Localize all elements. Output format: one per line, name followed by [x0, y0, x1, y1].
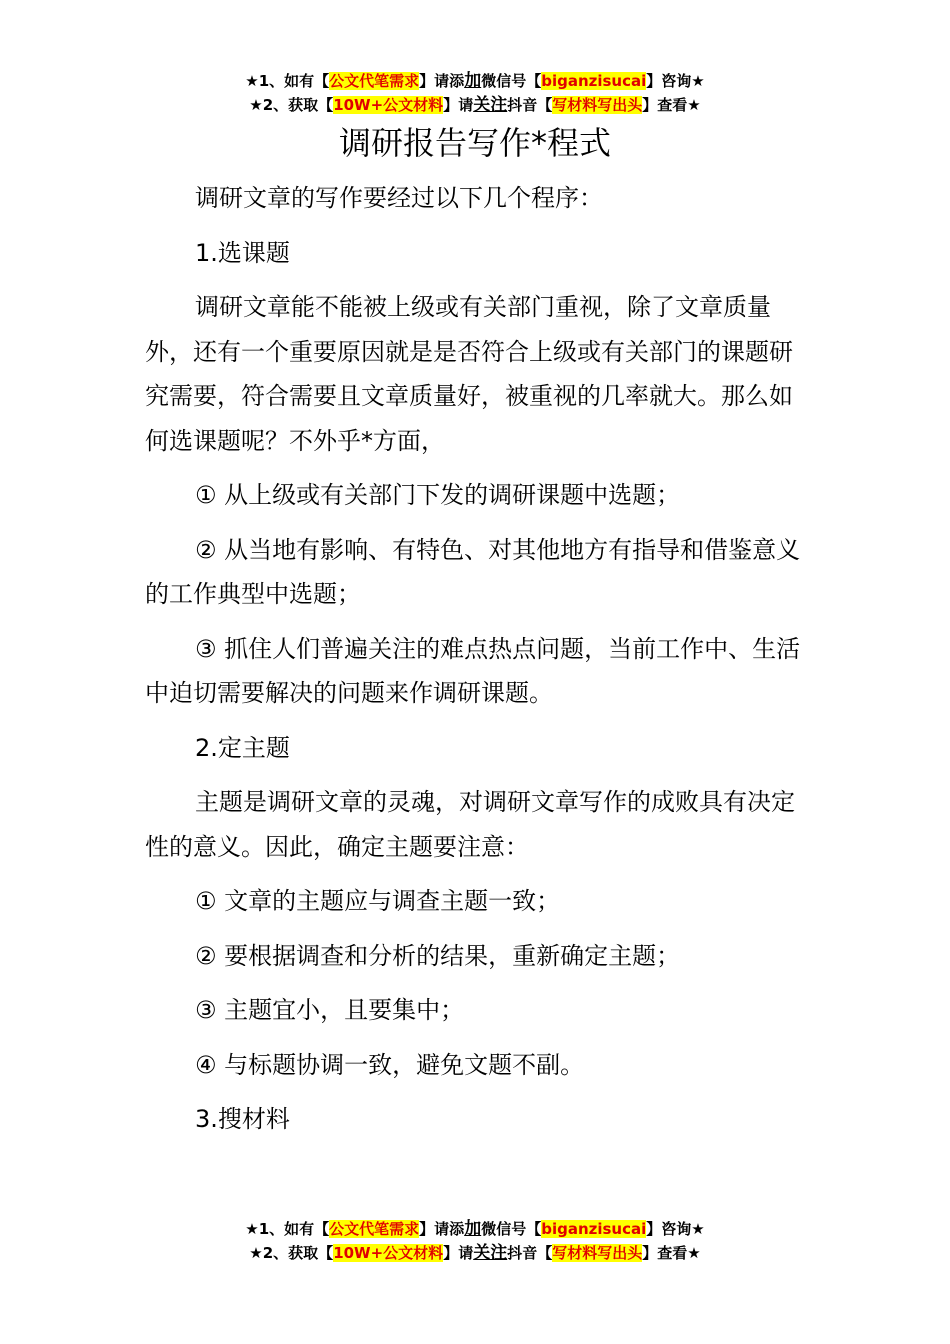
- banner-highlight: biganzisucai: [541, 1220, 647, 1238]
- banner-text: 关注: [473, 95, 508, 115]
- section-heading: 2.定主题: [195, 733, 290, 762]
- banner-highlight: biganzisucai: [541, 72, 647, 90]
- banner-text: 】请: [443, 1244, 474, 1262]
- banner-line-2: [0, 1241, 950, 1265]
- banner-text: ★2、获取【: [249, 96, 334, 114]
- list-item: ③ 主题宜小，且要集中；: [195, 996, 465, 1024]
- banner-highlight: 写材料写出头: [552, 1244, 643, 1262]
- banner-text: ★1、如有【: [245, 72, 330, 90]
- paragraph: 调研文章的写作要经过以下几个程序：: [195, 184, 603, 212]
- list-item: ③ 抓住人们普遍关注的难点热点问题，当前工作中、生活中迫切需要解决的问题来作调研课题。: [145, 634, 801, 707]
- paragraph: 调研文章能不能被上级或有关部门重视，除了文章质量外，还有一个重要原因就是是否符合上级或有关部门的课题研究需要，符合需要且文章质量好，被重视的几率就大。那么如何选课题呢？不外乎*方面，: [145, 293, 793, 455]
- section-heading: 3.搜材料: [195, 1105, 290, 1133]
- banner-highlight: 10W+公文材料: [333, 96, 444, 114]
- banner-text: 】查看★: [642, 96, 701, 114]
- banner-text: ★1、如有【: [245, 1220, 330, 1238]
- banner-text: 】咨询★: [646, 1220, 705, 1238]
- list-item: ① 文章的主题应与调查主题一致；: [195, 887, 561, 915]
- paragraph: 主题是调研文章的灵魂，对调研文章写作的成败具有决定性的意义。因此，确定主题要注意：: [145, 788, 795, 861]
- banner-text: 微信号【: [481, 72, 542, 90]
- list-item: ② 要根据调查和分析的结果，重新确定主题；: [195, 941, 681, 970]
- banner-highlight: 公文代笔需求: [329, 72, 420, 90]
- banner-text: 】咨询★: [646, 72, 705, 90]
- list-item: ② 从当地有影响、有特色、对其他地方有指导和借鉴意义的工作典型中选题；: [145, 535, 801, 608]
- banner-text: ★2、获取【: [249, 1244, 334, 1262]
- banner-line-2: [0, 93, 950, 117]
- banner-text: 抖音【: [507, 1244, 553, 1262]
- section-heading: 1.选课题: [195, 238, 290, 267]
- header-banner: [0, 69, 950, 117]
- banner-text: 微信号【: [481, 1220, 542, 1238]
- banner-line-1: [0, 69, 950, 93]
- list-item: ① 从上级或有关部门下发的调研课题中选题；: [195, 481, 681, 509]
- banner-text: 加: [464, 1219, 482, 1239]
- banner-text: 关注: [473, 1243, 508, 1263]
- banner-highlight: 10W+公文材料: [333, 1244, 444, 1262]
- list-item: ④ 与标题协调一致，避免文题不副。: [195, 1050, 585, 1079]
- banner-text: 】请添: [419, 72, 465, 90]
- banner-text: 】查看★: [642, 1244, 701, 1262]
- banner-line-1: [0, 1217, 950, 1241]
- footer-banner: [0, 1217, 950, 1265]
- banner-text: 】请: [443, 96, 474, 114]
- banner-text: 加: [464, 71, 482, 91]
- document-body: [145, 176, 810, 1152]
- banner-text: 】请添: [419, 1220, 465, 1238]
- banner-text: 抖音【: [507, 96, 553, 114]
- banner-highlight: 公文代笔需求: [329, 1220, 420, 1238]
- page-title: 调研报告写作*程式: [338, 124, 611, 162]
- banner-highlight: 写材料写出头: [552, 96, 643, 114]
